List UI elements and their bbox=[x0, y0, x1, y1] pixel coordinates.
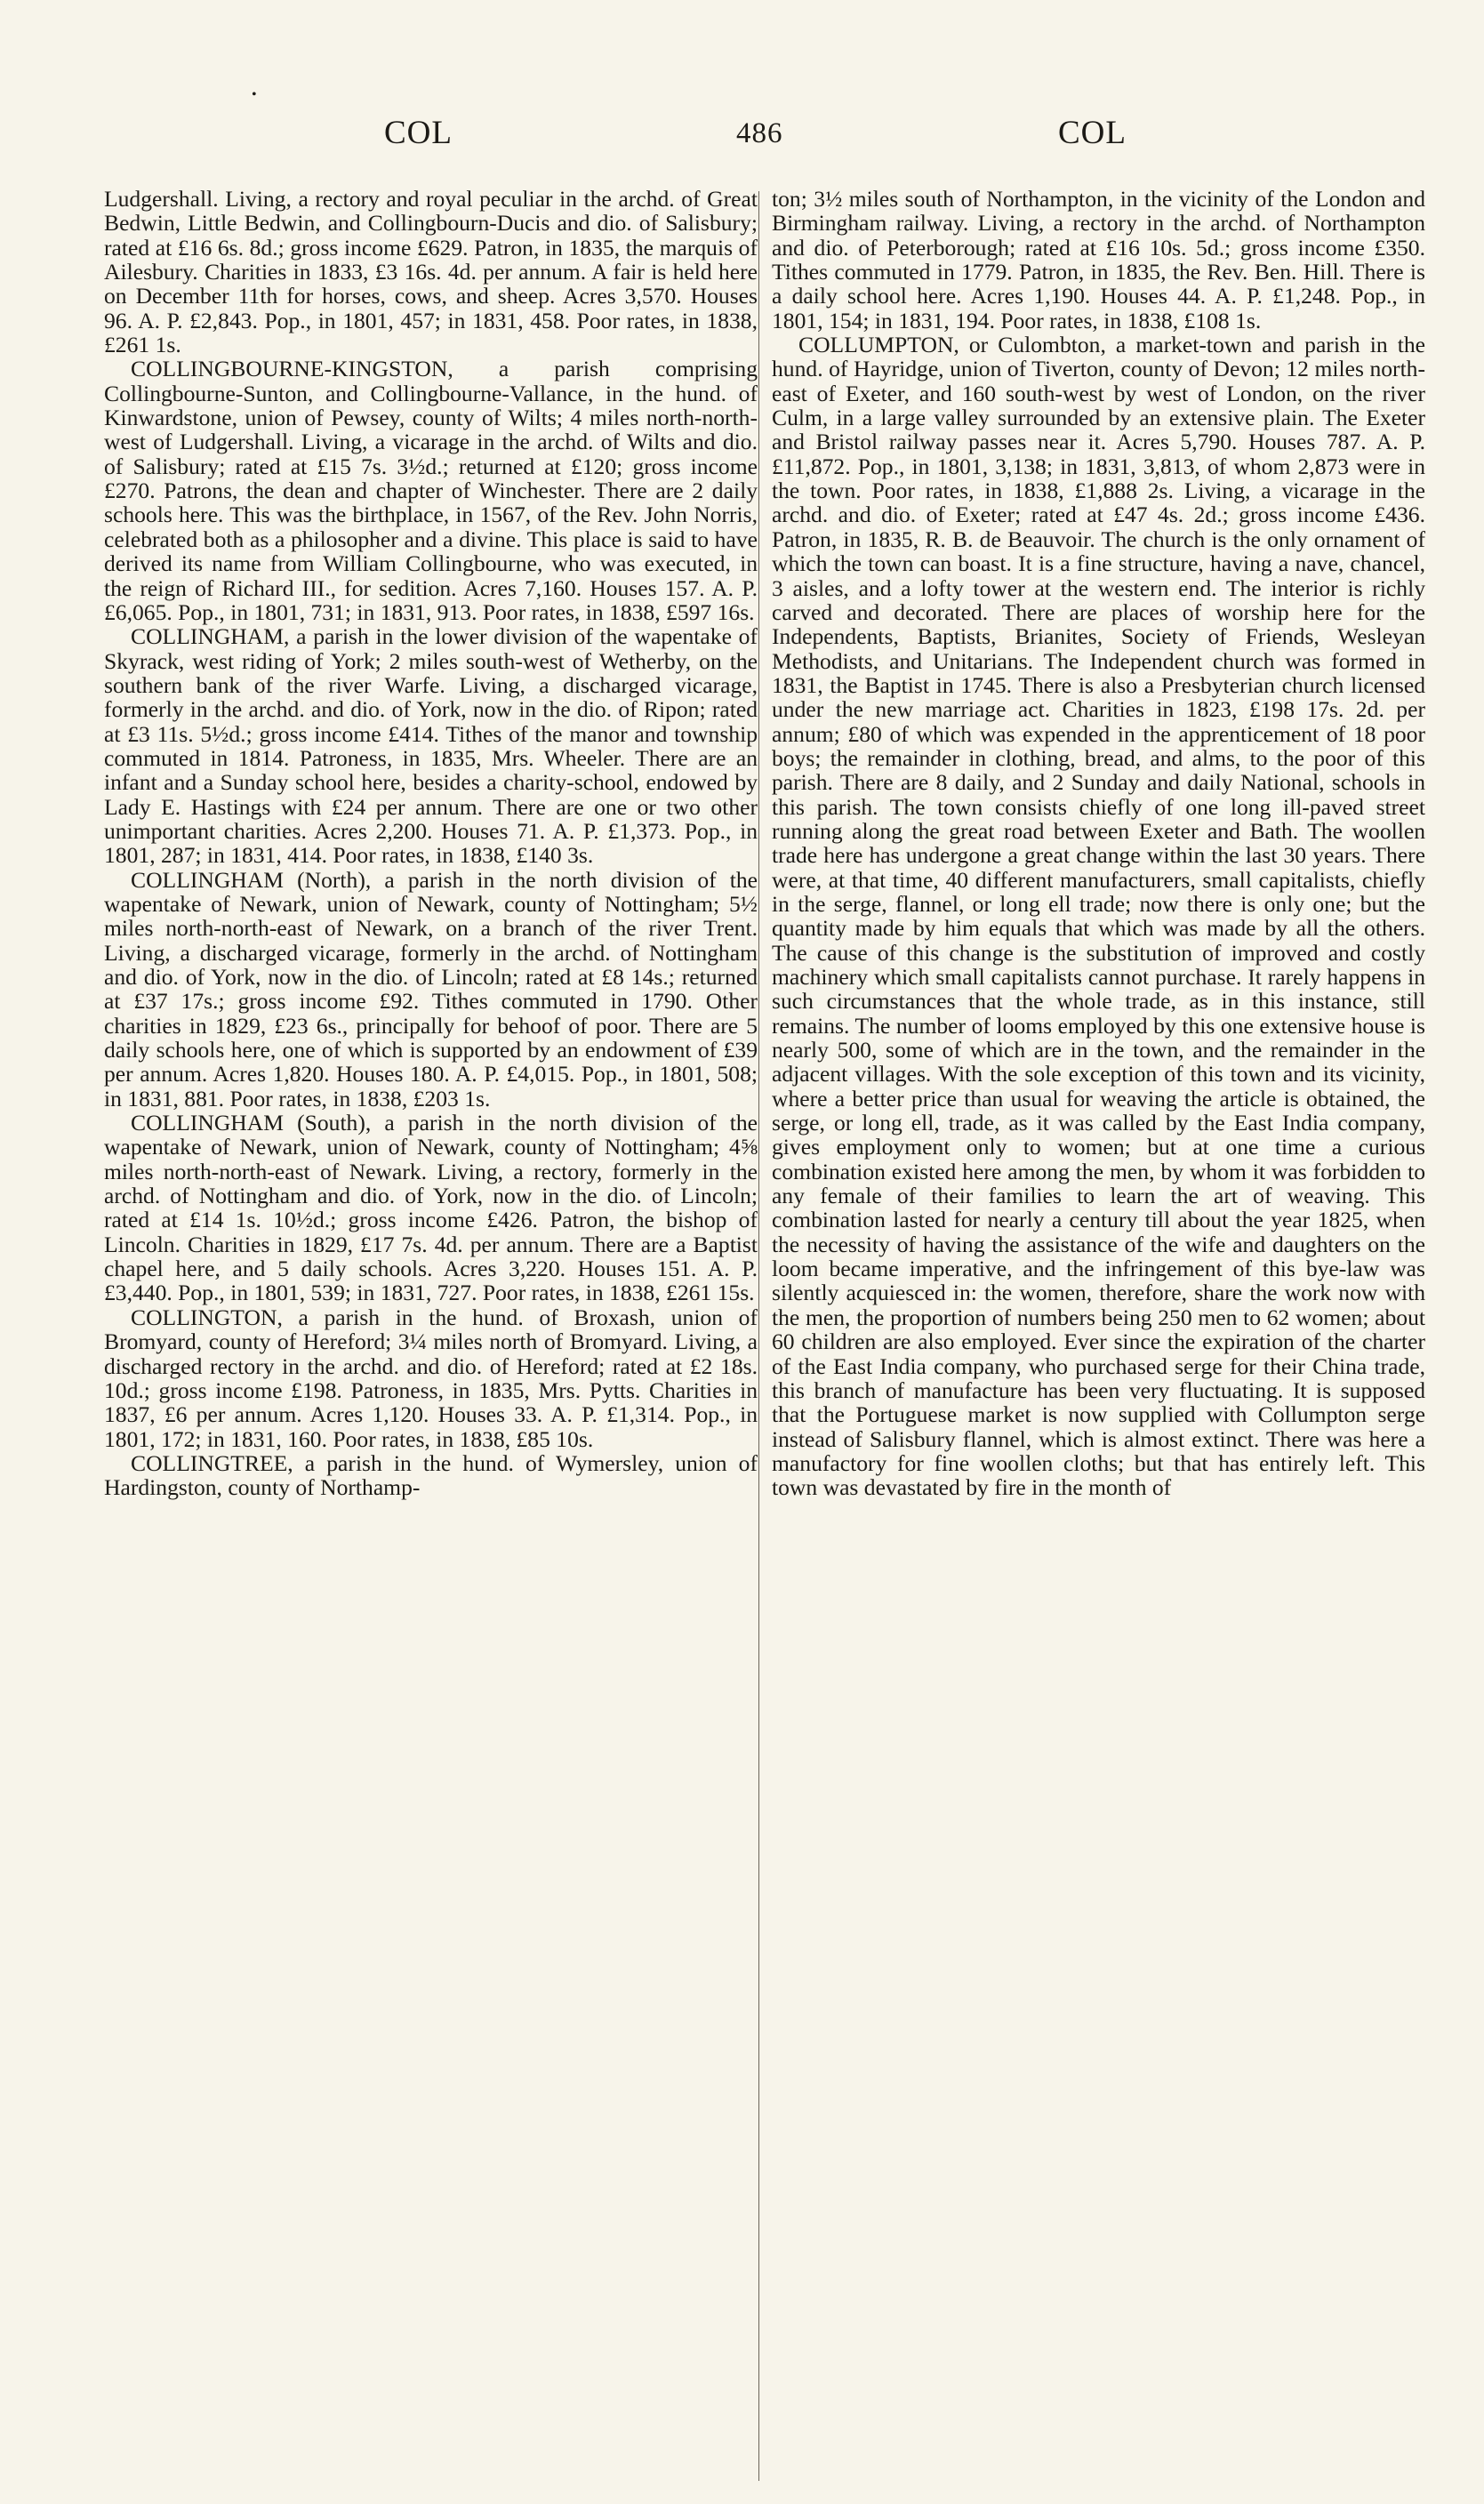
gazetteer-entry: COLLINGHAM (North), a parish in the north division of the wapentake of Newark, union of Newark, county of Nottingham; 5½ miles north-north-east of Newark, on a branch of the river Trent. Living, a discharged vicarage, formerly in the archd. of Nottingham and dio. of York, now in the dio. of Lincoln; rated at £8 14s.; returned at £37 17s.; gross income £92. Tithes commuted in 1790. Other charities in 1829, £23 6s., principally for behoof of poor. There are 5 daily schools here, one of which is supported by an endowment of £39 per annum. Acres 1,820. Houses 180. A. P. £4,015. Pop., in 1801, 508; in 1831, 881. Poor rates, in 1838, £203 1s. bbox=[104, 866, 758, 1112]
gazetteer-entry: ton; 3½ miles south of Northampton, in the vicinity of the London and Birmingham railway. Living, a rectory in the archd. of Northampton and dio. of Peterborough; rated at £16 10s. 5d.; gross income £350. Tithes commuted in 1779. Patron, in 1835, the Rev. Ben. Hill. There is a daily school here. Acres 1,190. Houses 44. A. P. £1,248. Pop., in 1801, 154; in 1831, 194. Poor rates, in 1838, £108 1s. bbox=[772, 186, 1425, 333]
printer-mark: • bbox=[252, 87, 257, 102]
gazetteer-entry: COLLUMPTON, or Culombton, a market-town and parish in the hund. of Hayridge, union of Tiverton, county of Devon; 12 miles north-east of Exeter, and 160 south-west by west of London, on the river Culm, in a large valley surrounded by an extensive plain. The Exeter and Bristol railway passes near it. Acres 5,790. Houses 787. A. P. £11,872. Pop., in 1801, 3,138; in 1831, 3,813, of whom 2,873 were in the town. Poor rates, in 1838, £1,888 2s. Living, a vicarage in the archd. and dio. of Exeter; rated at £47 4s. 2d.; gross income £436. Patron, in 1835, R. B. de Beauvoir. The church is the only ornament of which the town can boast. It is a fine structure, having a nave, chancel, 3 aisles, and a lofty tower at the western end. The interior is richly carved and decorated. There are places of worship here for the Independents, Baptists, Brianites, Society of Friends, Wesleyan Methodists, and Unitarians. The Independent church was formed in 1831, the Baptist in 1745. There is also a Presbyterian church licensed under the new marriage act. Charities in 1823, £198 17s. 2d. per annum; £80 of which was expended in the apprenticement of 18 poor boys; the remainder in clothing, bread, and alms, to the poor of this parish. There are 8 daily, and 2 Sunday and daily National, schools in this parish. The town consists chiefly of one long ill-paved street running along the great road between Exeter and Bath. The woollen trade here has undergone a great change within the last 30 years. There were, at that time, 40 different manufacturers, small capitalists, chiefly in the serge, flannel, or long ell trade; now there is only one; but the quantity made by him equals that which was made by all the others. The cause of this change is the substitution of improved and costly machinery which small capitalists cannot purchase. It rarely happens in such circumstances that the whole trade, as in this instance, still remains. The number of looms employed by this one extensive house is nearly 500, some of which are in the town, and the remainder in the adjacent villages. With the sole exception of this town and its vicinity, where a better price than usual for weaving the article is obtained, the serge, or long ell, trade, as it was called by the East India company, gives employment only to women; but at one time a curious combination existed here among the men, by whom it was forbidden to any female of their families to learn the art of weaving. This combination lasted for nearly a century till about the year 1825, when the necessity of having the assistance of the wife and daughters on the loom became imperative, and the infringement of this bye-law was silently acquiesced in: the women, therefore, share the work now with the men, the proportion of numbers being 250 men to 62 women; about 60 children are also employed. Ever since the expiration of the charter of the East India company, who purchased serge for their China trade, this branch of manufacture has been very fluctuating. It is supposed that the Portuguese market is now supplied with Collumpton serge instead of Salisbury flannel, which is almost extinct. There was here a manufactory for fine woollen cloths; but that has entirely left. This town was devastated by fire in the month of bbox=[772, 332, 1425, 1501]
gazetteer-entry: COLLINGHAM, a parish in the lower division of the wapentake of Skyrack, west riding of York; 2 miles south-west of Wetherby, on the southern bank of the river Warfe. Living, a discharged vicarage, formerly in the archd. and dio. of York, now in the dio. of Ripon; rated at £3 11s. 5½d.; gross income £414. Tithes of the manor and township commuted in 1814. Patroness, in 1835, Mrs. Wheeler. There are an infant and a Sunday school here, besides a charity-school, endowed by Lady E. Hastings with £24 per annum. There are one or two other unimportant charities. Acres 2,200. Houses 71. A. P. £1,373. Pop., in 1801, 287; in 1831, 414. Poor rates, in 1838, £140 3s. bbox=[104, 623, 758, 869]
right-column bbox=[772, 187, 1425, 1500]
column-divider bbox=[758, 191, 759, 2481]
gazetteer-entry: COLLINGTON, a parish in the hund. of Broxash, union of Bromyard, county of Hereford; 3¼ miles north of Bromyard. Living, a discharged rectory in the archd. and dio. of Hereford; rated at £2 18s. 10d.; gross income £198. Patroness, in 1835, Mrs. Pytts. Charities in 1837, £6 per annum. Acres 1,120. Houses 33. A. P. £1,314. Pop., in 1801, 172; in 1831, 160. Poor rates, in 1838, £85 10s. bbox=[104, 1304, 758, 1452]
gazetteer-entry: COLLINGBOURNE-KINGSTON, a parish comprising Collingbourne-Sunton, and Collingbourne-Vallance, in the hund. of Kinwardstone, union of Pewsey, county of Wilts; 4 miles north-north-west of Ludgershall. Living, a vicarage in the archd. of Wilts and dio. of Salisbury; rated at £15 7s. 3½d.; returned at £120; gross income £270. Patrons, the dean and chapter of Winchester. There are 2 daily schools here. This was the birthplace, in 1567, of the Rev. John Norris, celebrated both as a philosopher and a divine. This place is said to have derived its name from William Collingbourne, who was executed, in the reign of Richard III., for sedition. Acres 7,160. Houses 157. A. P. £6,065. Pop., in 1801, 731; in 1831, 913. Poor rates, in 1838, £597 16s. bbox=[104, 356, 758, 625]
gazetteer-entry: Ludgershall. Living, a rectory and royal peculiar in the archd. of Great Bedwin, Little Bedwin, and Collingbourn-Ducis and dio. of Salisbury; rated at £16 6s. 8d.; gross income £629. Patron, in 1835, the marquis of Ailesbury. Charities in 1833, £3 16s. 4d. per annum. A fair is held here on December 11th for horses, cows, and sheep. Acres 3,570. Houses 96. A. P. £2,843. Pop., in 1801, 457; in 1831, 458. Poor rates, in 1838, £261 1s. bbox=[104, 186, 758, 358]
gazetteer-entry: COLLINGTREE, a parish in the hund. of Wymersley, union of Hardingston, county of Northamp- bbox=[104, 1449, 758, 1501]
gazetteer-entry: COLLINGHAM (South), a parish in the north division of the wapentake of Newark, union of Newark, county of Nottingham; 4⅝ miles north-north-east of Newark. Living, a rectory, formerly in the archd. of Nottingham and dio. of York, now in the dio. of Lincoln; rated at £14 1s. 10½d.; gross income £426. Patron, the bishop of Lincoln. Charities in 1829, £17 7s. 4d. per annum. There are a Baptist chapel here, and 5 daily schools. Acres 3,220. Houses 151. A. P. £3,440. Pop., in 1801, 539; in 1831, 727. Poor rates, in 1838, £261 15s. bbox=[104, 1110, 758, 1306]
left-column bbox=[104, 187, 758, 1500]
page-number: 486 bbox=[736, 117, 783, 149]
running-head-right: COL bbox=[1058, 115, 1127, 151]
running-head-left: COL bbox=[384, 115, 453, 151]
page-header bbox=[0, 114, 1484, 167]
